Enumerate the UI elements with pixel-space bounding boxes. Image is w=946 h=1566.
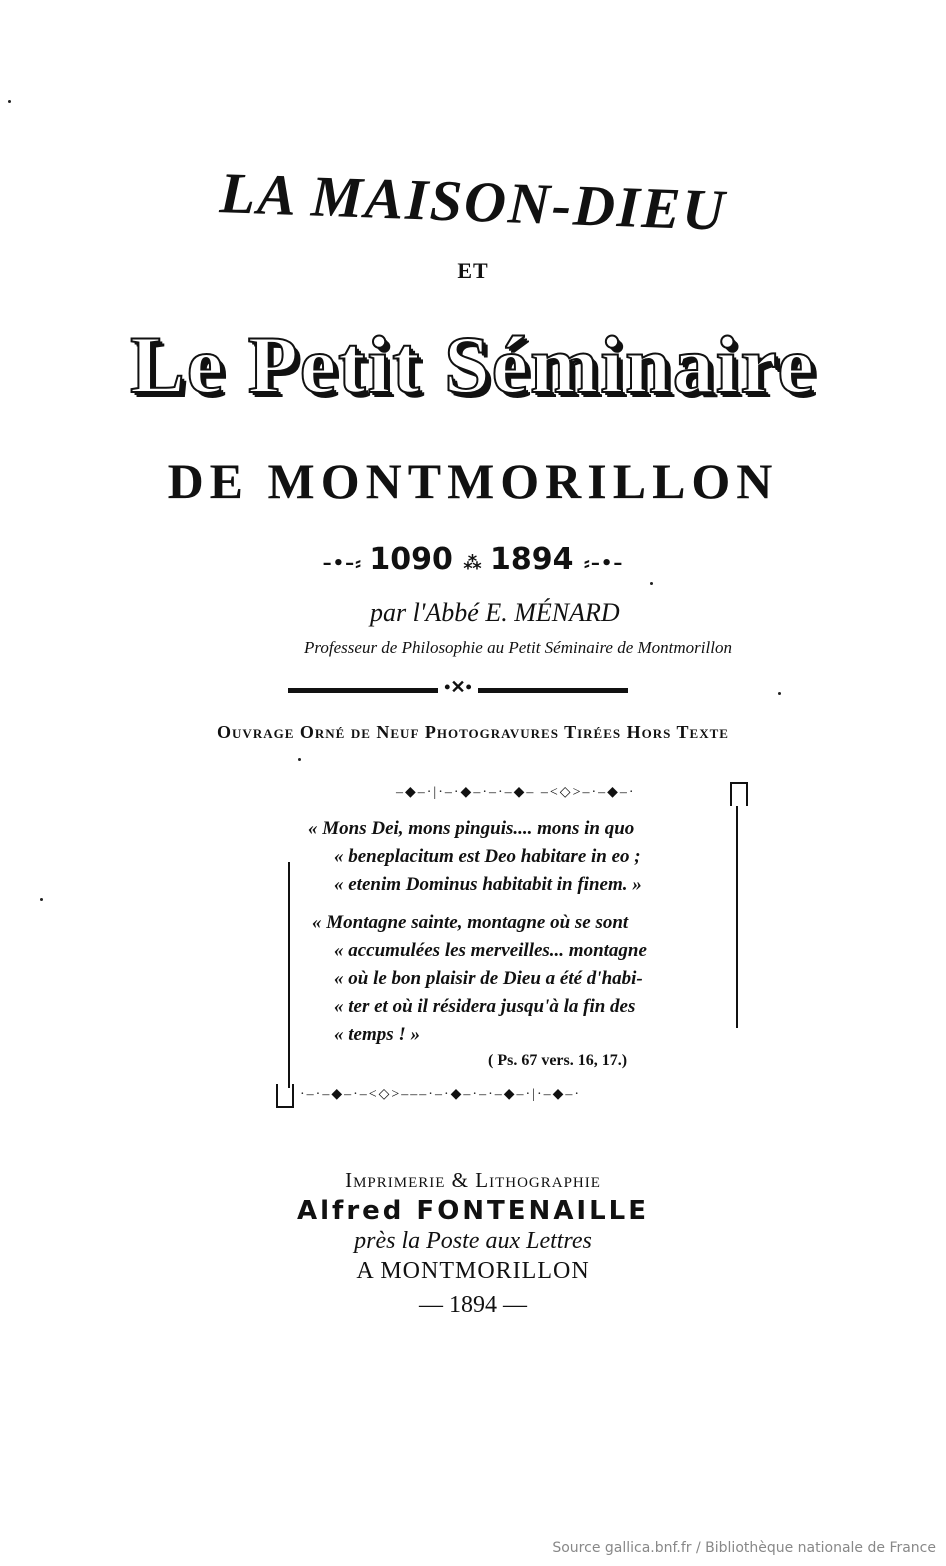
imprint-address: près la Poste aux Lettres (354, 1228, 592, 1254)
epigraph-reference: ( Ps. 67 vers. 16, 17.) (488, 1052, 628, 1069)
epigraph-latin-line: « etenim Dominus habitabit in finem. » (334, 874, 642, 895)
title-de-montmorillon: DE MONTMORILLON (167, 453, 779, 509)
imprint-printer: Imprimerie & Lithographie (345, 1168, 601, 1192)
scan-speck (778, 692, 781, 695)
rule-bar-left (288, 688, 438, 693)
epigraph-french-line: « Montagne sainte, montagne où se sont (312, 912, 629, 933)
dates-range (0, 542, 946, 577)
epigraph-latin-line: « Mons Dei, mons pinguis.... mons in quo (308, 818, 635, 839)
epigraph-french-line: « où le bon plaisir de Dieu a été d'habi- (334, 968, 643, 989)
ornamental-rule (288, 677, 628, 697)
frame-ornament-top-icon: –◆–·|·–·◆–·–·–◆– –<◇>–·–◆–· (396, 785, 636, 800)
frame-corner-bottom-left-icon (276, 1084, 294, 1108)
knot-ornament-icon: •✕• (444, 677, 472, 697)
scan-speck (40, 898, 43, 901)
author-profession: Professeur de Philosophie au Petit Séminaire de Montmorillon (304, 638, 732, 657)
epigraph-latin-line: « beneplacitum est Deo habitare in eo ; (334, 846, 641, 867)
source-credit: Source gallica.bnf.fr / Bibliothèque nationale de France (552, 1540, 936, 1556)
rule-bar-right (478, 688, 628, 693)
title-conjunction: ET (457, 258, 489, 283)
ornament-dash-icon: –•–⸗ (322, 553, 370, 574)
frame-ornament-bottom-icon: ·–·–◆–·–<◇>–––·–·◆–·–·–◆–·|·–◆–· (300, 1087, 582, 1102)
ornament-star-icon: ⁂ (463, 553, 490, 574)
subtitle-ouvrage: Ouvrage Orné de Neuf Photogravures Tirées Hors Texte (217, 722, 729, 742)
epigraph-french-line: « temps ! » (334, 1024, 421, 1045)
frame-corner-top-right-icon (730, 782, 748, 806)
scan-speck (298, 758, 301, 761)
title-petit-seminaire: Le Petit Séminaire (130, 319, 816, 410)
ornament-dash-icon: ⸗–•– (583, 553, 624, 574)
epigraph-french-line: « accumulées les merveilles... montagne (334, 940, 647, 961)
author-byline: par l'Abbé E. MÉNARD (370, 598, 620, 627)
date-start: 1090 (369, 542, 453, 577)
imprint-name: Alfred FONTENAILLE (296, 1196, 650, 1226)
title-la-maison-dieu: LA MAISON-DIEU (218, 160, 728, 243)
frame-left-line (288, 862, 290, 1088)
imprint-year: — 1894 — (419, 1292, 527, 1318)
epigraph-french-line: « ter et où il résidera jusqu'à la fin des (334, 996, 636, 1017)
frame-right-line (736, 806, 738, 1028)
date-end: 1894 (489, 542, 574, 577)
scan-speck (650, 582, 653, 585)
scan-speck (8, 100, 11, 103)
imprint-city: A MONTMORILLON (356, 1258, 590, 1284)
